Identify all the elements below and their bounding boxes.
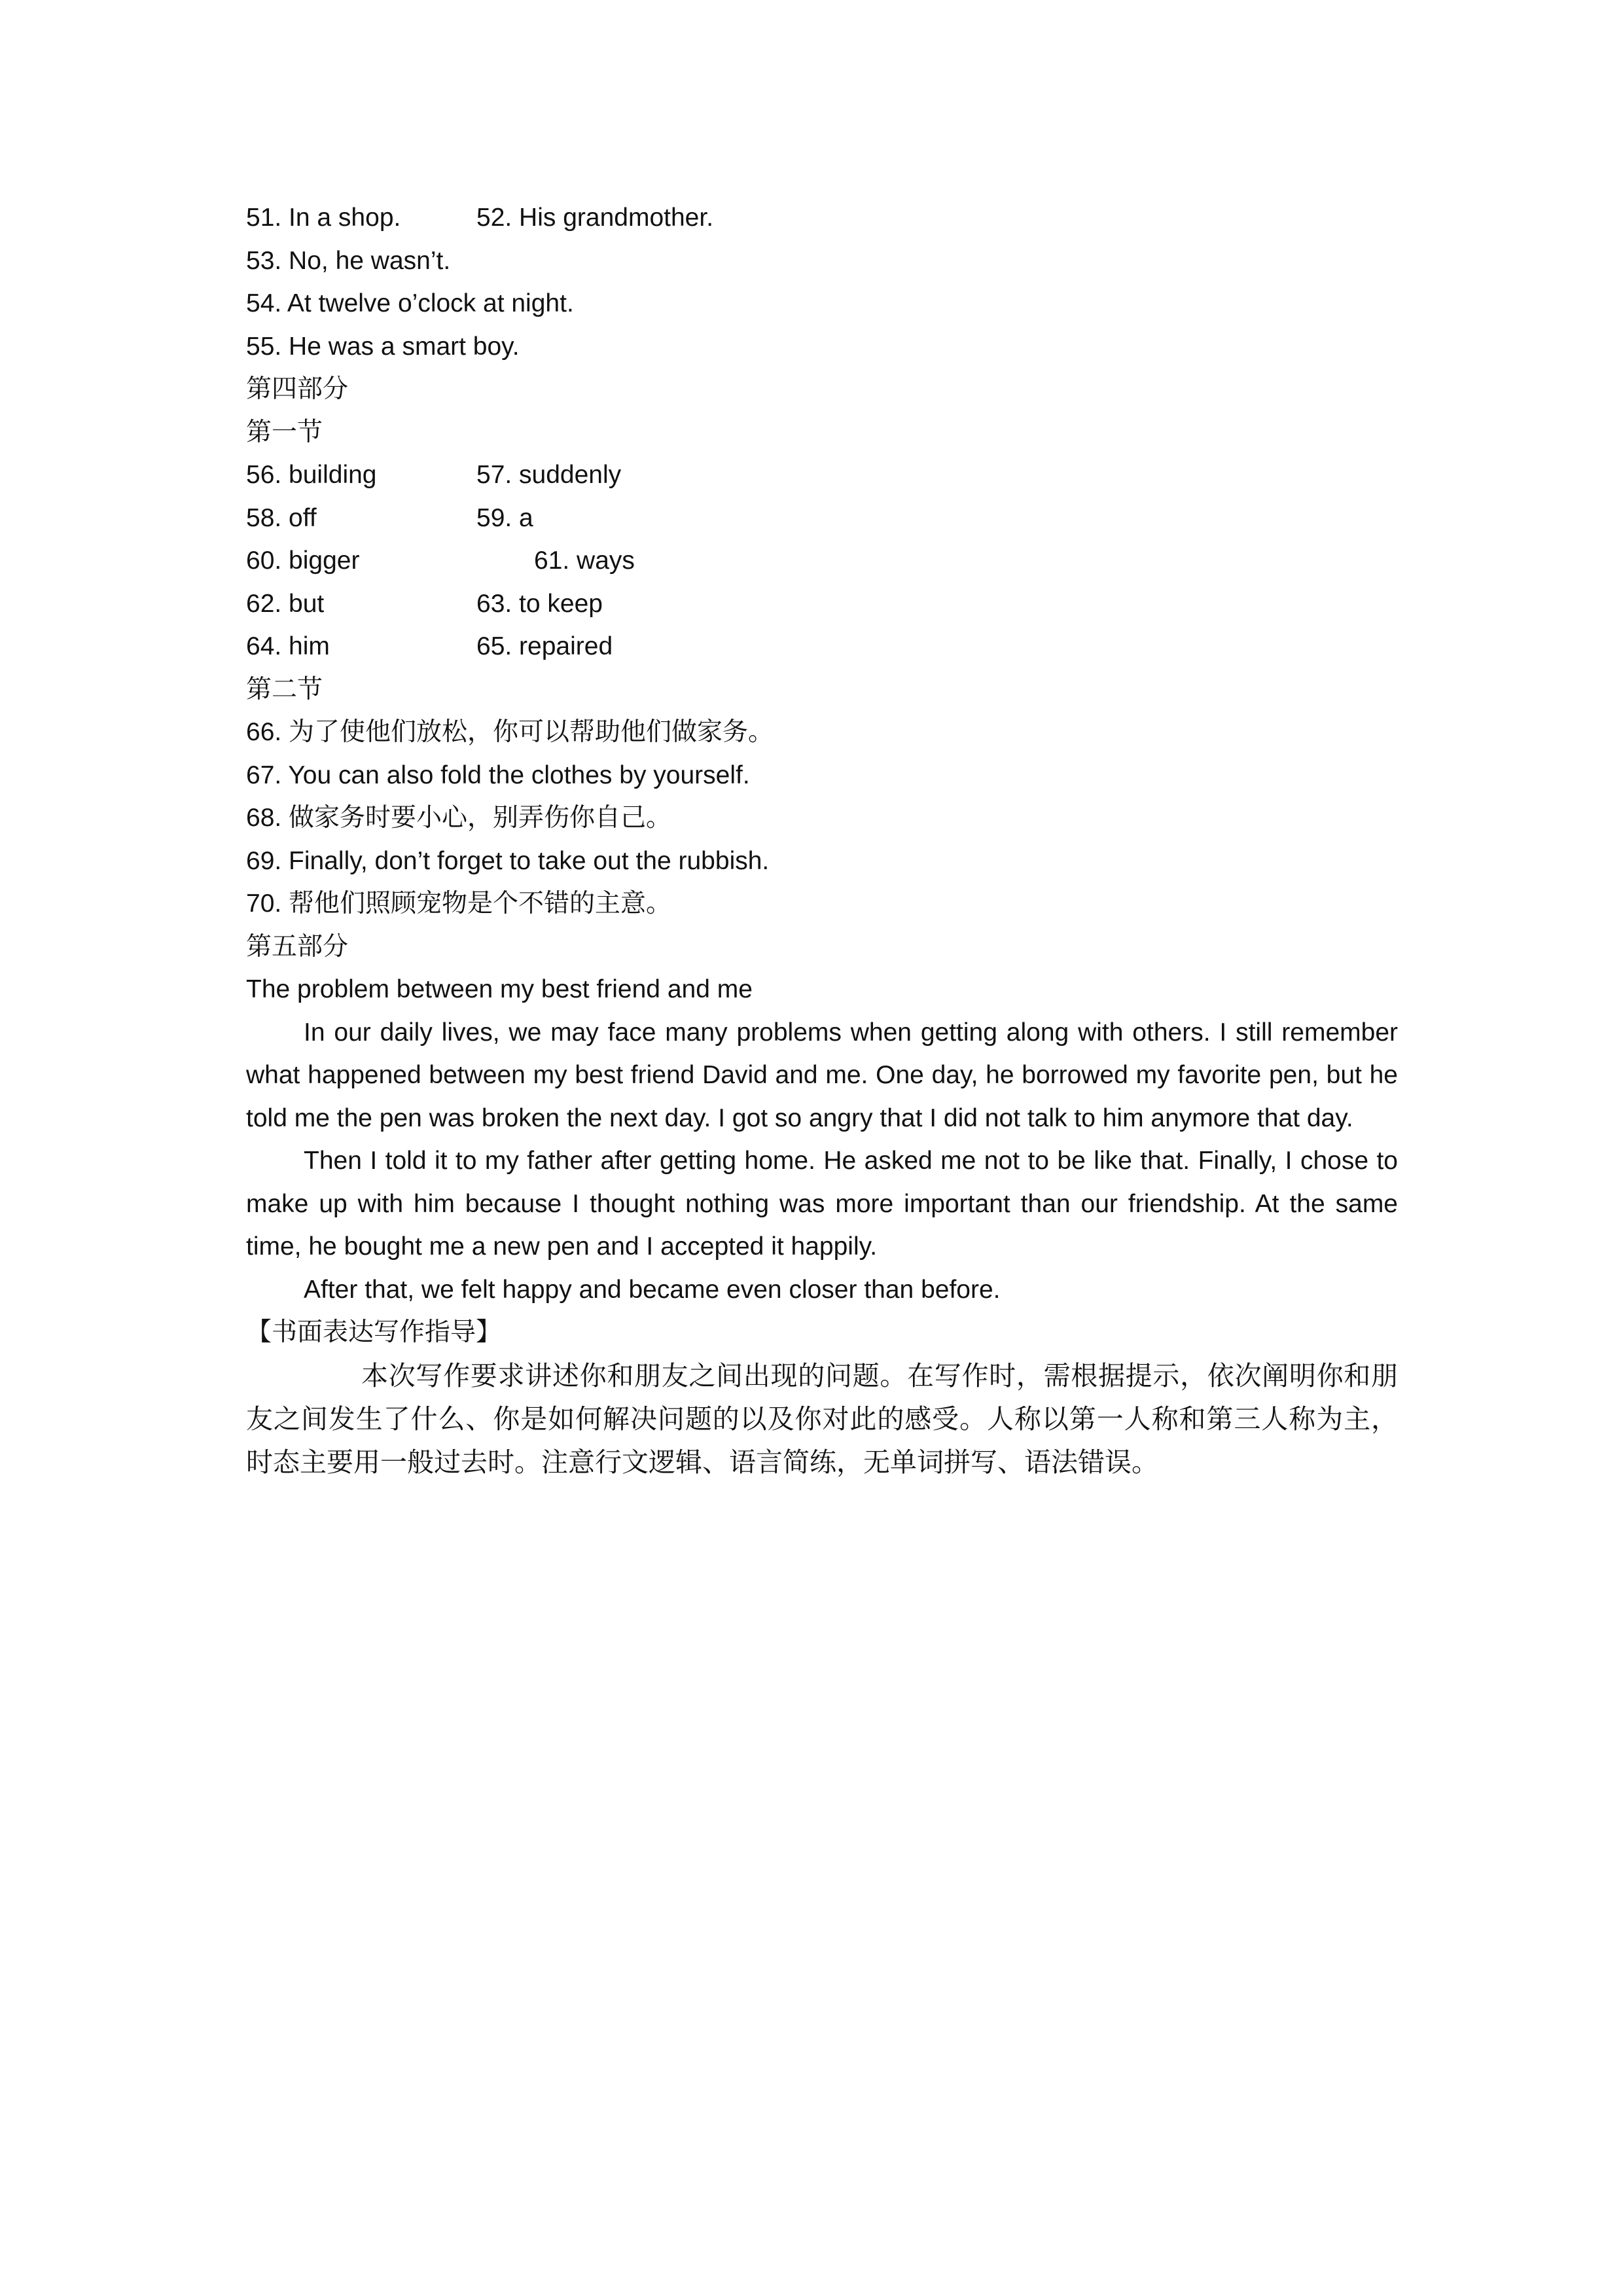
answer-69: 69. Finally, don’t forget to take out the rubbish. <box>246 846 770 875</box>
answer-row-58-59 <box>246 497 1398 540</box>
answer-row-62-63 <box>246 583 1398 626</box>
answer-67: 67. You can also fold the clothes by yourself. <box>246 761 750 789</box>
writing-guide-heading: 【书面表达写作指导】 <box>246 1318 502 1347</box>
answer-64: 64. him <box>246 632 330 660</box>
answer-52: 52. His grandmother. <box>476 204 714 232</box>
answer-row-51-52 <box>246 196 1398 240</box>
part4-section1-heading: 第一节 <box>246 417 323 447</box>
answer-58: 58. off <box>246 503 317 532</box>
answer-59: 59. a <box>476 503 533 532</box>
answer-row-60-61 <box>246 539 1398 583</box>
part4-section2-heading: 第二节 <box>246 674 323 704</box>
answer-65: 65. repaired <box>476 632 613 660</box>
answer-61: 61. ways <box>534 547 635 575</box>
answer-68: 68. 做家务时要小心，别弄伤你自己。 <box>246 804 672 832</box>
answer-60: 60. bigger <box>246 547 360 575</box>
answer-key-page <box>246 196 1398 1484</box>
answer-row-56-57 <box>246 454 1398 497</box>
writing-guide-text: 本次写作要求讲述你和朋友之间出现的问题。在写作时，需根据提示，依次阐明你和朋友之间发生了什么、你是如何解决问题的以及你对此的感受。人称以第一人称和第三人称为主，时态主要用一般过去时。注意行文逻辑、语言简练，无单词拼写、语法错误。 <box>246 1359 1398 1478</box>
answer-53: 53. No, he wasn’t. <box>246 246 451 275</box>
answer-62: 62. but <box>246 589 325 618</box>
answer-70: 70. 帮他们照顾宠物是个不错的主意。 <box>246 889 672 918</box>
answer-54: 54. At twelve o’clock at night. <box>246 289 574 317</box>
answer-66: 66. 为了使他们放松，你可以帮助他们做家务。 <box>246 718 774 746</box>
answer-55: 55. He was a smart boy. <box>246 332 520 361</box>
essay-paragraph: In our daily lives, we may face many problems when getting along with others. I still remember what happened between my best friend David and me. One day, he borrowed my favorite pen, but he told me the pen was broken the next day. I got so angry that I did not talk to him anymore that day. <box>246 1018 1398 1132</box>
answer-56: 56. building <box>246 461 377 489</box>
answer-57: 57. suddenly <box>476 461 622 489</box>
essay-paragraph: Then I told it to my father after getting home. He asked me not to be like that. Finally, I chose to make up with him because I thought nothing was more important than our friendship. At the same time, he bought me a new pen and I accepted it happily. <box>246 1147 1398 1261</box>
answer-51: 51. In a shop. <box>246 204 401 232</box>
essay-paragraph: After that, we felt happy and became even closer than before. <box>304 1275 1001 1304</box>
part5-heading: 第五部分 <box>246 931 349 961</box>
essay-title: The problem between my best friend and me <box>246 975 753 1003</box>
part4-heading: 第四部分 <box>246 374 349 404</box>
answer-63: 63. to keep <box>476 589 603 618</box>
answer-row-64-65 <box>246 625 1398 668</box>
